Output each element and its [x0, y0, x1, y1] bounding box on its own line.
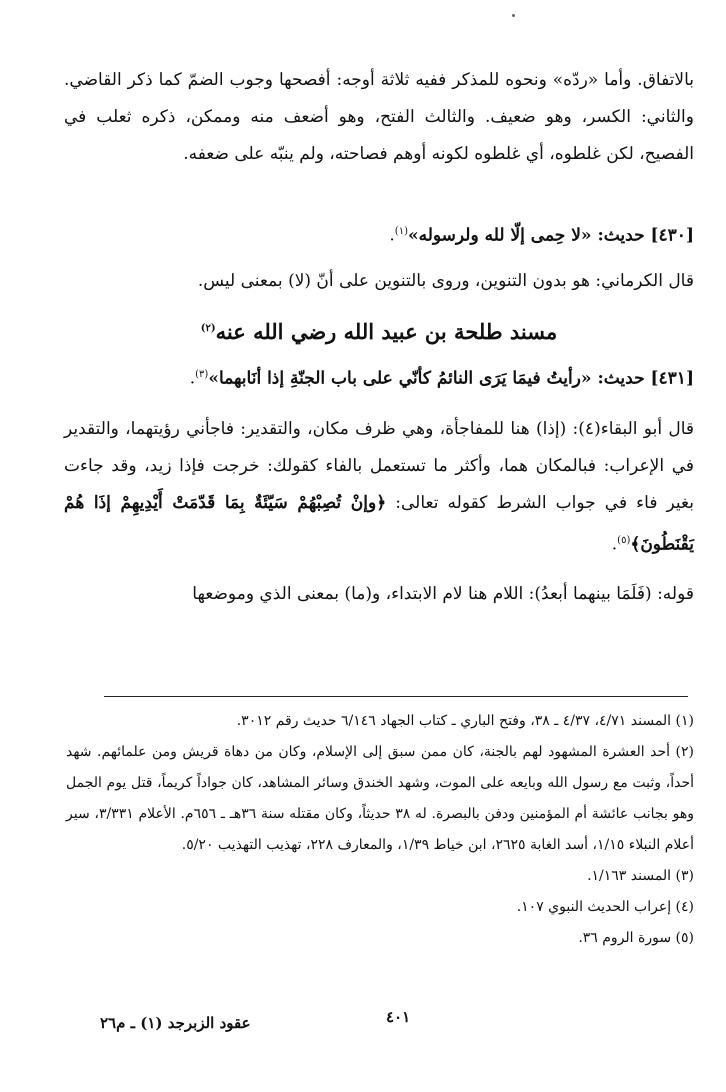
- footnote: (١) المسند ٤/٧١، ٤/٣٧ ـ ٣٨، وفتح الباري ـ كتاب الجهاد ٦/١٤٦ حديث رقم ٣٠١٢.: [236, 713, 694, 729]
- hadith-431-number: [٤٣١] حديث:: [591, 368, 694, 389]
- section-heading: [64, 310, 694, 350]
- footnote: (٣) المسند ١/١٦٣.: [587, 868, 694, 884]
- footnote: (٥) سورة الروم ٣٦.: [578, 930, 694, 946]
- hadith-430-text: «لا حِمى إلّا لله ولرسوله»: [407, 225, 592, 246]
- footnote-ref-2: (٢): [200, 322, 216, 334]
- hadith-430: [٤٣٠] حديث: «لا حِمى إلّا لله ولرسوله»$^{(١)}$.: [389, 225, 694, 246]
- footnote: (٢) أحد العشرة المشهود لهم بالجنة، كان ممن سبق إلى الإسلام، وكان من دهاة قريش ومن علمائهم. شهد أحداً، وثبت مع رسول الله وبايعه على الموت، وشهد الخندق وسائر المشاهد، كان جواداً كريماً، قتل يوم الجمل وهو بجانب عائشة أم المؤمنين ودفن بالبصرة. له ٣٨ حديثاً، وكان مقتله سنة ٣٦هـ ـ ٦٥٦م. الأعلام ٣/٣٣١، سير أعلام النبلاء ١/١٥، أسد الغابة ٢٦٢٥، ابن خياط ١/٣٩، والمعارف ٢٢٨، تهذيب التهذيب ٥/٢٠.: [66, 744, 694, 853]
- footnote: (٤) إعراب الحديث النبوي ١٠٧.: [516, 899, 694, 915]
- main-text: [64, 62, 694, 613]
- hadith-431-text: «رأيتُ فيمَا يَرَى النائمُ كأنّي على باب الجنّةِ إذا أنَابهما»: [208, 368, 592, 389]
- section-heading-text: مسند طلحة بن عبيد الله رضي الله عنه: [215, 318, 558, 344]
- page-number: ٤٠١: [386, 1008, 411, 1026]
- abu-baqa-comment: قال أبو البقاء(٤): (إذا) هنا للمفاجأة، وهي ظرف مكان، والتقدير: فاجأني رؤيتهما، والتقدير في الإعراب: فبالمكان هما، وأكثر ما تستعمل بالفاء كقولك: خرجت فإذا زيد، وقد جاءت بغير فاء في جواب الشرط كقوله تعالى: ﴿وإنْ تُصِبْهُمْ سَيّئَةٌ بِمَا قَدّمَتْ أَيْدِيهِمْ إذَا هُمْ يَقْنَطُونَ﴾$^{(٥)}$.: [64, 419, 694, 555]
- page-footer: [0, 1008, 726, 1038]
- footnote-ref-1: (١): [394, 226, 408, 237]
- hadith-431: [٤٣١] حديث: «رأيتُ فيمَا يَرَى النائمُ كأنّي على باب الجنّةِ إذا أنَابهما»$^{(٣)}$.: [189, 368, 694, 389]
- hadith-430-number: [٤٣٠] حديث:: [591, 225, 694, 246]
- footnote-ref-3: (٣): [195, 368, 209, 380]
- book-label: عقود الزبرجد (١) ـ م٢٦: [100, 1014, 251, 1032]
- footnote-divider: [104, 696, 688, 697]
- footnote-ref-5: (٥): [617, 535, 631, 547]
- footnotes: [66, 706, 694, 954]
- kirmani-comment: قال الكرماني: هو بدون التنوين، وروى بالتنوين على أنّ (لا) بمعنى ليس.: [197, 270, 694, 291]
- page-speck: [512, 14, 515, 17]
- quran-verse: ﴿وإنْ تُصِبْهُمْ سَيّئَةٌ بِمَا قَدّمَتْ أَيْدِيهِمْ إذَا هُمْ يَقْنَطُونَ﴾: [64, 493, 694, 555]
- abu-baqa-text: قال أبو البقاء(٤): (إذا) هنا للمفاجأة، وهي ظرف مكان، والتقدير: فاجأني رؤيتهما، والتقدير في الإعراب: فبالمكان هما، وأكثر ما تستعمل بالفاء كقولك: خرجت فإذا زيد، وقد جاءت بغير فاء في جواب الشرط كقوله تعالى:: [64, 419, 694, 514]
- paragraph-intro: بالاتفاق. وأما «ردّه» ونحوه للمذكر ففيه ثلاثة أوجه: أفصحها وجوب الضمّ كما ذكر القاضي. والثاني: الكسر، وهو ضعيف. والثالث الفتح، وهو أضعف منه وممكن، ذكره ثعلب في الفصيح، لكن غلطوه، أي غلطوه لكونه أوهم فصاحته، ولم ينبّه على ضعفه.: [64, 70, 694, 164]
- qawl-comment: قوله: (فَلَمَا بينهما أبعدُ): اللام هنا لام الابتداء، و(ما) بمعنى الذي وموضعها: [192, 583, 694, 604]
